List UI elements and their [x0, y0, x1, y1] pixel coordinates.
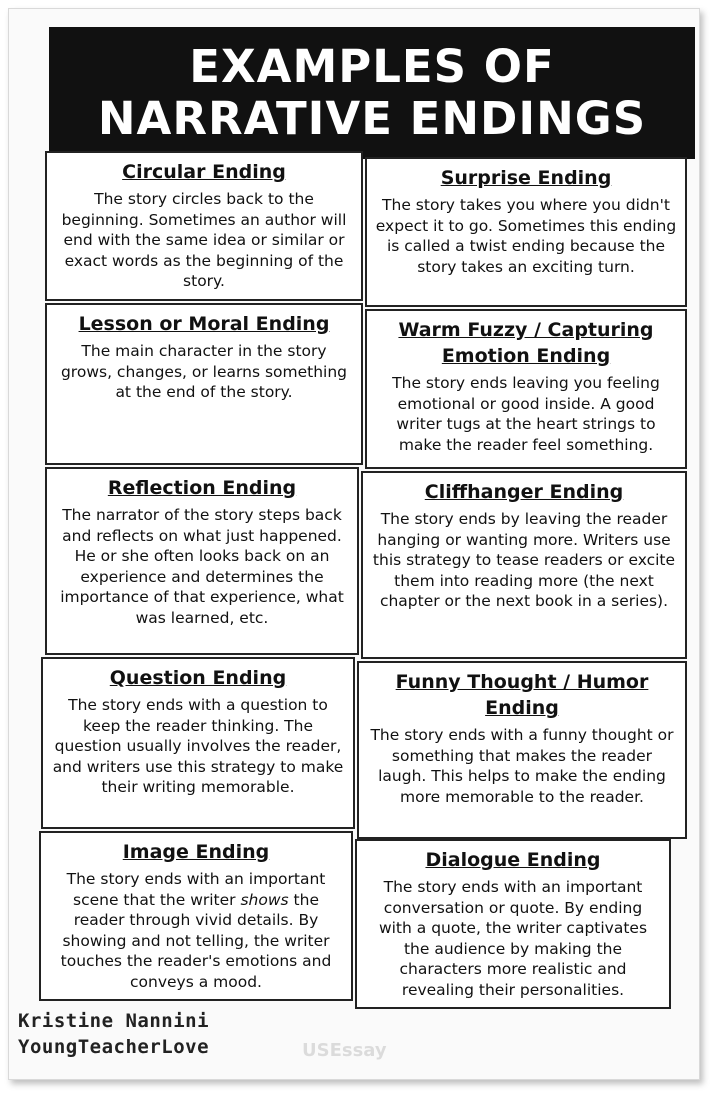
card-question-ending: [41, 657, 355, 829]
card-surprise-ending: [365, 157, 687, 307]
title-line-2: NARRATIVE ENDINGS: [97, 92, 647, 145]
card-reflection-ending: [45, 467, 359, 655]
card-text: The story circles back to the beginning. Sometimes an author will end with the same idea or similar or exact words as the beginning of the story.: [61, 190, 347, 290]
card-lesson-moral-ending: [45, 303, 363, 465]
card-funny-humor-ending: [357, 661, 687, 839]
card-title: Dialogue Ending: [425, 849, 601, 871]
card-image-ending: [39, 831, 353, 1001]
card-text: The narrator of the story steps back and reflects on what just happened. He or she often looks back on an experience and determines the importance of that experience, what was learned, etc.: [60, 506, 344, 627]
card-cliffhanger-ending: [361, 471, 687, 659]
card-title: Lesson or Moral Ending: [78, 313, 330, 335]
card-text: The story ends with an important conversation or quote. By ending with a quote, the writer captivates the audience by making the characters more realistic and revealing their personalities.: [378, 878, 648, 999]
credit-author: Kristine Nannini: [18, 1010, 210, 1032]
card-title: Reflection Ending: [107, 477, 297, 499]
card-text: The story ends with a funny thought or something that makes the reader laugh. This helps to make the ending more memorable to the reader.: [370, 726, 674, 806]
card-text: [49, 869, 343, 992]
card-text-part: The story ends with an important scene that the writer: [66, 870, 326, 909]
card-warm-fuzzy-ending: [365, 309, 687, 469]
card-title: Cliffhanger Ending: [424, 481, 624, 503]
card-text-part: the reader through vivid details. By showing and not telling, the writer touches the reader's emotions and conveys a mood.: [60, 890, 332, 991]
watermark: USEssay: [302, 1040, 387, 1061]
card-text: The story ends by leaving the reader hanging or wanting more. Writers use this strategy to tease readers or excite them into reading more (the next chapter or the next book in a series).: [372, 510, 676, 610]
poster: [8, 8, 700, 1080]
card-title: Circular Ending: [122, 161, 286, 183]
card-circular-ending: [45, 151, 363, 301]
card-text: The story ends with a question to keep the reader thinking. The question usually involves the reader, and writers use this strategy to make their writing memorable.: [52, 696, 344, 796]
card-title: Funny Thought / Humor Ending: [395, 671, 649, 719]
card-text: The story takes you where you didn't expect it to go. Sometimes this ending is called a twist ending because the story takes an exciting turn.: [375, 196, 677, 276]
title-line-1: EXAMPLES OF: [189, 40, 555, 93]
credit-site: YoungTeacherLove: [18, 1036, 210, 1058]
card-title: Image Ending: [122, 841, 270, 863]
card-text: The main character in the story grows, changes, or learns something at the end of the story.: [60, 342, 348, 401]
card-title: Surprise Ending: [440, 167, 612, 189]
card-text: The story ends leaving you feeling emotional or good inside. A good writer tugs at the heart strings to make the reader feel something.: [392, 374, 660, 454]
card-dialogue-ending: [355, 839, 671, 1009]
card-title: Question Ending: [109, 667, 287, 689]
card-title: Warm Fuzzy / Capturing Emotion Ending: [398, 319, 654, 367]
title-banner: [49, 27, 695, 159]
card-text-emphasis: shows: [240, 890, 289, 909]
